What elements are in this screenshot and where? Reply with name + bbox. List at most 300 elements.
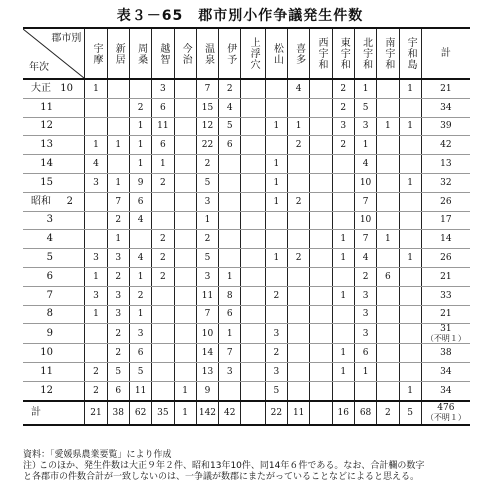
count-cell: 1 (265, 155, 287, 174)
count-cell: 5 (107, 363, 129, 382)
year-cell (23, 324, 85, 344)
year-number: 15 (40, 176, 53, 188)
header-row (23, 28, 470, 79)
count-cell: 11 (152, 117, 174, 136)
year-cell (23, 98, 85, 117)
count-cell: 3 (354, 324, 376, 344)
count-cell (241, 324, 265, 344)
count-cell: 4 (354, 249, 376, 268)
count-cell (377, 192, 399, 211)
column-header: 喜多 (288, 28, 310, 79)
corner-label-year: 年次 (29, 62, 49, 73)
year-cell (23, 286, 85, 305)
year-number: 4 (46, 233, 53, 245)
row-total-cell: 14 (421, 230, 470, 249)
table-row (23, 173, 470, 192)
count-cell: 1 (354, 79, 376, 98)
count-cell (219, 230, 241, 249)
count-cell (85, 230, 107, 249)
count-cell: 5 (196, 173, 218, 192)
count-cell (241, 286, 265, 305)
count-cell (332, 155, 354, 174)
count-cell (152, 211, 174, 230)
column-header: 松山 (265, 28, 287, 79)
count-cell: 1 (288, 117, 310, 136)
count-cell (377, 344, 399, 363)
count-cell (85, 117, 107, 136)
count-cell: 6 (107, 381, 129, 400)
count-cell: 2 (332, 98, 354, 117)
count-cell: 1 (265, 192, 287, 211)
count-cell: 1 (332, 249, 354, 268)
count-cell (107, 79, 129, 98)
year-cell (23, 305, 85, 324)
column-header: 越智 (152, 28, 174, 79)
count-cell (174, 286, 196, 305)
count-cell: 6 (354, 344, 376, 363)
table-row (23, 344, 470, 363)
count-cell (265, 230, 287, 249)
cell-value: 476 (437, 403, 455, 414)
count-cell (377, 98, 399, 117)
count-cell: 1 (399, 117, 421, 136)
corner-header-cell (23, 28, 85, 79)
row-total-cell: 33 (421, 286, 470, 305)
count-cell (265, 98, 287, 117)
count-cell: 7 (219, 344, 241, 363)
count-cell: 2 (196, 155, 218, 174)
count-cell (399, 324, 421, 344)
count-cell (265, 79, 287, 98)
row-total-cell (421, 324, 470, 344)
count-cell (219, 155, 241, 174)
count-cell (377, 211, 399, 230)
count-cell (219, 192, 241, 211)
count-cell: 4 (129, 211, 151, 230)
count-cell (399, 192, 421, 211)
count-cell (332, 381, 354, 400)
table-row (23, 249, 470, 268)
year-cell (23, 155, 85, 174)
count-cell: 1 (399, 381, 421, 400)
grand-total-cell (421, 401, 470, 425)
count-cell: 2 (107, 344, 129, 363)
column-header: 伊予 (219, 28, 241, 79)
district-total-cell: 142 (196, 401, 218, 425)
count-cell (288, 363, 310, 382)
count-cell: 3 (107, 286, 129, 305)
column-header: 宇和島 (399, 28, 421, 79)
table-row (23, 324, 470, 344)
count-cell (310, 230, 332, 249)
count-cell (310, 381, 332, 400)
count-cell (174, 173, 196, 192)
row-total-cell: 34 (421, 381, 470, 400)
count-cell: 2 (152, 173, 174, 192)
count-cell (288, 381, 310, 400)
count-cell (310, 79, 332, 98)
count-cell (152, 324, 174, 344)
count-cell: 3 (219, 363, 241, 382)
year-cell (23, 192, 85, 211)
row-total-cell: 34 (421, 98, 470, 117)
count-cell: 1 (219, 267, 241, 286)
count-cell (241, 79, 265, 98)
count-cell (241, 344, 265, 363)
count-cell (377, 381, 399, 400)
count-cell (152, 192, 174, 211)
count-cell: 10 (354, 173, 376, 192)
count-cell (174, 363, 196, 382)
count-cell: 2 (152, 267, 174, 286)
count-cell (174, 117, 196, 136)
count-cell: 1 (107, 173, 129, 192)
column-header: 周桑 (129, 28, 151, 79)
column-header: 新居 (107, 28, 129, 79)
count-cell: 1 (129, 136, 151, 155)
count-cell: 5 (196, 249, 218, 268)
count-cell: 9 (196, 381, 218, 400)
count-cell (241, 381, 265, 400)
footnote-line-1: このほか、発生件数は大正９年２件、昭和13年10件、同14年６件である。なお、合計欄の数字 (39, 461, 425, 471)
count-cell (288, 98, 310, 117)
column-header: 上浮穴 (241, 28, 265, 79)
count-cell: 3 (196, 267, 218, 286)
count-cell (310, 344, 332, 363)
count-cell (377, 249, 399, 268)
count-cell (219, 211, 241, 230)
column-header: 東宇和 (332, 28, 354, 79)
year-cell (23, 173, 85, 192)
count-cell: 10 (354, 211, 376, 230)
count-cell: 1 (107, 230, 129, 249)
count-cell: 2 (196, 230, 218, 249)
count-cell: 1 (219, 324, 241, 344)
count-cell (174, 136, 196, 155)
count-cell (332, 305, 354, 324)
count-cell (288, 230, 310, 249)
count-cell: 15 (196, 98, 218, 117)
count-cell (332, 173, 354, 192)
count-cell (241, 192, 265, 211)
count-cell: 12 (196, 117, 218, 136)
count-cell (85, 192, 107, 211)
count-cell (241, 267, 265, 286)
count-cell (288, 155, 310, 174)
count-cell (377, 79, 399, 98)
count-cell: 7 (107, 192, 129, 211)
year-number: 12 (40, 384, 53, 396)
count-cell: 2 (265, 286, 287, 305)
table-row (23, 79, 470, 98)
year-number: 12 (40, 120, 53, 132)
year-cell (23, 211, 85, 230)
count-cell: 1 (377, 117, 399, 136)
corner-label-district: 郡市別 (51, 33, 82, 44)
table-row (23, 98, 470, 117)
count-cell (310, 155, 332, 174)
year-cell (23, 363, 85, 382)
count-cell: 1 (152, 155, 174, 174)
count-cell: 1 (399, 79, 421, 98)
district-total-cell: 22 (265, 401, 287, 425)
table-row (23, 211, 470, 230)
count-cell (288, 305, 310, 324)
column-header: 北宇和 (354, 28, 376, 79)
count-cell (399, 155, 421, 174)
count-cell: 1 (399, 173, 421, 192)
count-cell (332, 324, 354, 344)
footnote-label: 注） (23, 461, 42, 471)
row-total-cell: 21 (421, 305, 470, 324)
count-cell: 3 (196, 192, 218, 211)
year-number: 6 (46, 270, 53, 282)
count-cell (107, 98, 129, 117)
count-cell (219, 173, 241, 192)
count-cell: 2 (354, 267, 376, 286)
year-cell (23, 267, 85, 286)
table-title: 表３－65 郡市別小作争議発生件数 (116, 8, 364, 24)
district-total-cell: 62 (129, 401, 151, 425)
count-cell: 2 (288, 249, 310, 268)
count-cell: 3 (107, 305, 129, 324)
count-cell (241, 136, 265, 155)
count-cell (377, 305, 399, 324)
count-cell (310, 136, 332, 155)
count-cell (310, 305, 332, 324)
count-cell: 5 (354, 98, 376, 117)
district-total-cell: 11 (288, 401, 310, 425)
count-cell (241, 173, 265, 192)
count-cell (265, 211, 287, 230)
count-cell: 9 (129, 173, 151, 192)
count-cell: 22 (196, 136, 218, 155)
count-cell (399, 286, 421, 305)
count-cell: 4 (85, 155, 107, 174)
count-cell (288, 286, 310, 305)
count-cell (241, 155, 265, 174)
count-cell (377, 173, 399, 192)
cell-note: （不明１） (425, 413, 466, 423)
count-cell: 1 (85, 79, 107, 98)
year-number: 11 (40, 366, 53, 378)
year-number: 14 (40, 158, 53, 170)
count-cell (399, 267, 421, 286)
district-total-cell (310, 401, 332, 425)
count-cell: 1 (265, 117, 287, 136)
count-cell: 7 (354, 192, 376, 211)
count-cell: 13 (196, 363, 218, 382)
count-cell: 3 (265, 324, 287, 344)
count-cell: 2 (107, 211, 129, 230)
count-cell: 10 (196, 324, 218, 344)
count-cell (174, 155, 196, 174)
count-cell: 8 (219, 286, 241, 305)
count-cell: 1 (85, 136, 107, 155)
count-cell: 1 (332, 286, 354, 305)
count-cell: 2 (288, 136, 310, 155)
count-cell: 1 (129, 267, 151, 286)
count-cell (152, 363, 174, 382)
year-number: 3 (46, 214, 53, 226)
cell-note: （不明１） (425, 334, 466, 344)
column-header: 今治 (174, 28, 196, 79)
district-total-cell: 42 (219, 401, 241, 425)
year-number: 10 (40, 347, 53, 359)
count-cell: 1 (174, 381, 196, 400)
district-total-cell: 35 (152, 401, 174, 425)
count-cell: 7 (354, 230, 376, 249)
count-cell: 3 (129, 324, 151, 344)
year-cell (23, 230, 85, 249)
count-cell: 3 (332, 117, 354, 136)
count-cell (332, 211, 354, 230)
era-label: 大正 (31, 82, 51, 94)
year-number: 9 (46, 327, 53, 339)
count-cell (107, 117, 129, 136)
count-cell (288, 173, 310, 192)
count-cell (85, 211, 107, 230)
count-cell (377, 324, 399, 344)
footnote (23, 461, 473, 483)
count-cell (152, 286, 174, 305)
count-cell (354, 381, 376, 400)
count-cell: 6 (219, 305, 241, 324)
count-cell (241, 305, 265, 324)
count-cell: 1 (332, 363, 354, 382)
count-cell (310, 286, 332, 305)
count-cell (241, 211, 265, 230)
count-cell (377, 155, 399, 174)
count-cell: 1 (265, 173, 287, 192)
count-cell: 2 (265, 344, 287, 363)
count-cell (310, 249, 332, 268)
year-cell (23, 381, 85, 400)
district-total-cell: 5 (399, 401, 421, 425)
count-cell: 3 (107, 249, 129, 268)
table-row (23, 230, 470, 249)
count-cell: 2 (85, 381, 107, 400)
cell-value: 31 (440, 324, 452, 335)
year-cell (23, 249, 85, 268)
count-cell: 3 (354, 286, 376, 305)
count-cell: 6 (377, 267, 399, 286)
count-cell (265, 136, 287, 155)
count-cell (310, 173, 332, 192)
table-row (23, 363, 470, 382)
count-cell (310, 98, 332, 117)
count-cell (241, 249, 265, 268)
count-cell: 1 (129, 305, 151, 324)
count-cell: 1 (85, 267, 107, 286)
table-row (23, 267, 470, 286)
table-row (23, 305, 470, 324)
count-cell (174, 230, 196, 249)
footnote-line-2: と各郡市の件数合計が一致しないのは、一争議が数郡にまたがっていることなどによると思える。 (23, 472, 420, 482)
count-cell (377, 286, 399, 305)
count-cell: 2 (152, 230, 174, 249)
count-cell (152, 344, 174, 363)
count-cell: 2 (219, 79, 241, 98)
count-cell: 2 (129, 98, 151, 117)
count-cell: 4 (129, 249, 151, 268)
count-cell (310, 267, 332, 286)
count-cell (129, 230, 151, 249)
count-cell (399, 363, 421, 382)
count-cell: 5 (129, 363, 151, 382)
count-cell (399, 230, 421, 249)
count-cell (85, 98, 107, 117)
count-cell (129, 79, 151, 98)
count-cell (241, 363, 265, 382)
count-cell (174, 211, 196, 230)
count-cell: 1 (265, 249, 287, 268)
table-row (23, 117, 470, 136)
table-row (23, 155, 470, 174)
count-cell (219, 381, 241, 400)
row-total-cell: 34 (421, 363, 470, 382)
row-total-cell: 42 (421, 136, 470, 155)
year-number: 8 (46, 308, 53, 320)
count-cell (399, 136, 421, 155)
count-cell: 14 (196, 344, 218, 363)
table-row (23, 381, 470, 400)
year-cell (23, 117, 85, 136)
count-cell (399, 211, 421, 230)
count-cell (241, 230, 265, 249)
era-label: 昭和 (31, 195, 51, 207)
count-cell (310, 117, 332, 136)
count-cell: 4 (288, 79, 310, 98)
count-cell (310, 324, 332, 344)
count-cell: 2 (107, 324, 129, 344)
dispute-count-table (23, 27, 470, 426)
district-total-cell: 21 (85, 401, 107, 425)
count-cell (399, 344, 421, 363)
count-cell (399, 98, 421, 117)
count-cell (288, 211, 310, 230)
column-header: 温泉 (196, 28, 218, 79)
count-cell: 7 (196, 79, 218, 98)
count-cell (107, 155, 129, 174)
count-cell: 5 (265, 381, 287, 400)
total-label: 計 (23, 401, 85, 425)
count-cell: 2 (332, 136, 354, 155)
count-cell: 1 (377, 230, 399, 249)
count-cell (310, 211, 332, 230)
district-total-cell: 68 (354, 401, 376, 425)
column-header: 西宇和 (310, 28, 332, 79)
row-total-cell: 13 (421, 155, 470, 174)
count-cell: 3 (265, 363, 287, 382)
total-row (23, 401, 470, 425)
count-cell (377, 136, 399, 155)
row-total-cell: 39 (421, 117, 470, 136)
count-cell: 1 (332, 230, 354, 249)
source-note: 資料：「愛媛県農業要覧」により作成 (23, 450, 172, 460)
count-cell (288, 267, 310, 286)
count-cell: 1 (399, 249, 421, 268)
count-cell: 1 (107, 136, 129, 155)
count-cell (332, 267, 354, 286)
district-total-cell: 38 (107, 401, 129, 425)
count-cell: 2 (129, 286, 151, 305)
count-cell: 1 (196, 211, 218, 230)
count-cell (219, 249, 241, 268)
count-cell (288, 324, 310, 344)
count-cell (241, 98, 265, 117)
count-cell: 1 (354, 136, 376, 155)
